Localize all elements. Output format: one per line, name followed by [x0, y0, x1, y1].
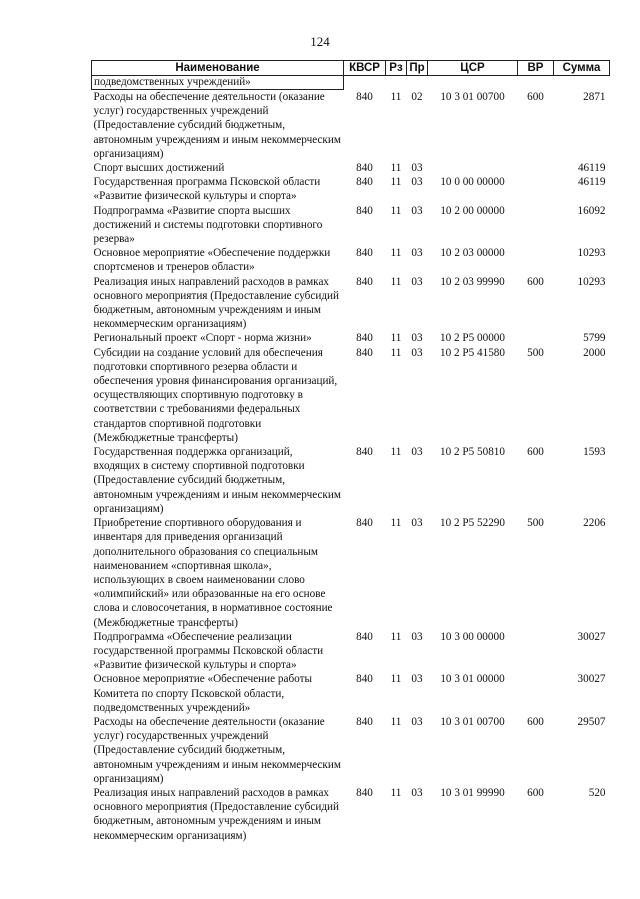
row-pr-cell: 03 — [411, 162, 423, 175]
row-sum-cell: 16092 — [577, 204, 606, 217]
table-row — [92, 331, 610, 345]
row-sum-cell: 10293 — [577, 275, 606, 288]
row-name-cell: Основное мероприятие «Обеспечение работы Комитета по спорту Псковской области, подведомственных учреждений» — [93, 673, 313, 714]
row-csr-cell: 10 2 P5 00000 — [440, 332, 505, 345]
row-pr-cell: 02 — [411, 90, 423, 103]
row-pr-cell: 03 — [411, 715, 423, 728]
table-row — [92, 630, 610, 673]
row-rz-cell: 11 — [390, 332, 402, 345]
row-rz-cell: 11 — [390, 247, 402, 260]
row-name-cell: Основное мероприятие «Обеспечение поддержки спортсменов и тренеров области» — [93, 247, 331, 274]
table-row — [92, 346, 610, 445]
row-kvsr-cell: 840 — [356, 630, 373, 643]
row-kvsr-cell: 840 — [356, 247, 373, 260]
row-rz-cell: 11 — [390, 176, 402, 189]
table-row — [92, 204, 610, 247]
table-row — [92, 516, 610, 630]
header-sum: Сумма — [554, 61, 610, 76]
row-name-cell: Государственная программа Псковской области «Развитие физической культуры и спорта» — [93, 176, 321, 203]
row-vr-cell: 600 — [527, 715, 544, 728]
row-sum-cell: 29507 — [577, 715, 606, 728]
row-pr-cell: 03 — [411, 786, 423, 799]
row-rz-cell: 11 — [390, 630, 402, 643]
row-kvsr-cell: 840 — [356, 275, 373, 288]
row-pr-cell: 03 — [411, 446, 423, 459]
table-row — [92, 76, 610, 90]
row-name-cell: Региональный проект «Спорт - норма жизни» — [93, 332, 312, 345]
table-row — [92, 715, 610, 786]
table-row — [92, 90, 610, 162]
row-csr-cell — [428, 76, 518, 90]
row-pr-cell: 03 — [411, 332, 423, 345]
table-header-row — [92, 61, 610, 76]
row-pr-cell: 03 — [411, 630, 423, 643]
row-kvsr-cell: 840 — [356, 176, 373, 189]
row-vr-cell — [518, 246, 554, 274]
row-vr-cell: 600 — [527, 275, 544, 288]
row-name-cell: Реализация иных направлений расходов в рамках основного мероприятия (Предоставление субсидий бюджетным, автономным учреждениям и иным некоммерческим организациям) — [93, 786, 339, 842]
row-pr-cell — [407, 76, 428, 90]
row-pr-cell: 03 — [411, 275, 423, 288]
row-sum-cell: 30027 — [577, 673, 606, 686]
row-vr-cell — [518, 204, 554, 247]
row-vr-cell: 600 — [527, 90, 544, 103]
table-row — [92, 175, 610, 203]
row-name-cell: подведомственных учреждений» — [92, 76, 344, 90]
row-csr-cell: 10 3 01 00700 — [440, 90, 505, 103]
row-kvsr-cell: 840 — [356, 715, 373, 728]
row-name-cell: Субсидии на создание условий для обеспечения подготовки спортивного резерва области и обеспечения уровня финансирования организаций, осуществляющих спортивную подготовку в соответствии с требованиями федеральных стандартов спортивной подготовки (Межбюджетные трансферты) — [93, 346, 338, 444]
row-kvsr-cell: 840 — [356, 204, 373, 217]
row-pr-cell: 03 — [411, 673, 423, 686]
row-rz-cell: 11 — [390, 446, 402, 459]
table-row — [92, 275, 610, 332]
row-kvsr-cell: 840 — [356, 90, 373, 103]
row-csr-cell: 10 3 00 00000 — [440, 630, 505, 643]
row-rz-cell: 11 — [390, 275, 402, 288]
row-pr-cell: 03 — [411, 517, 423, 530]
row-kvsr-cell: 840 — [356, 446, 373, 459]
row-pr-cell: 03 — [411, 204, 423, 217]
row-vr-cell: 600 — [527, 446, 544, 459]
header-csr: ЦСР — [428, 61, 518, 76]
header-name: Наименование — [92, 61, 344, 76]
row-name-cell: Расходы на обеспечение деятельности (оказание услуг) государственных учреждений (Предоставление субсидий бюджетным, автономным учреждениям и иным некоммерческим организациям) — [93, 715, 341, 785]
row-kvsr-cell: 840 — [356, 346, 373, 359]
row-kvsr-cell — [344, 76, 386, 90]
row-name-cell: Государственная поддержка организаций, входящих в систему спортивной подготовки (Предоставление субсидий бюджетным, автономным учреждениям и иным некоммерческим организациям) — [93, 446, 341, 515]
row-rz-cell: 11 — [390, 162, 402, 175]
row-rz-cell: 11 — [390, 786, 402, 799]
row-vr-cell — [518, 630, 554, 673]
row-sum-cell: 2871 — [583, 90, 606, 103]
row-csr-cell: 10 2 03 99990 — [440, 275, 505, 288]
row-csr-cell: 10 2 P5 50810 — [440, 446, 505, 459]
row-csr-cell: 10 2 P5 52290 — [440, 517, 505, 530]
row-name-cell: Подпрограмма «Развитие спорта высших достижений и системы подготовки спортивного резерва» — [93, 204, 323, 246]
row-rz-cell: 11 — [390, 715, 402, 728]
row-name-cell: Подпрограмма «Обеспечение реализации государственной программы Псковской области «Развитие физической культуры и спорта» — [93, 630, 324, 672]
row-sum-cell — [554, 76, 610, 90]
row-rz-cell: 11 — [390, 204, 402, 217]
row-sum-cell: 2206 — [583, 517, 606, 530]
row-kvsr-cell: 840 — [356, 332, 373, 345]
table-row — [92, 246, 610, 274]
table-row — [92, 161, 610, 175]
row-sum-cell: 10293 — [577, 247, 606, 260]
row-pr-cell: 03 — [411, 346, 423, 359]
row-csr-cell: 10 2 00 00000 — [440, 204, 505, 217]
row-sum-cell: 5799 — [583, 332, 606, 345]
row-name-cell: Спорт высших достижений — [93, 162, 225, 175]
table-body — [92, 76, 610, 843]
row-kvsr-cell: 840 — [356, 673, 373, 686]
row-csr-cell: 10 3 01 00000 — [440, 673, 505, 686]
header-pr: Пр — [407, 61, 428, 76]
row-sum-cell: 30027 — [577, 630, 606, 643]
row-rz-cell — [386, 76, 407, 90]
table-row — [92, 672, 610, 715]
row-sum-cell: 1593 — [583, 446, 606, 459]
row-vr-cell: 500 — [527, 346, 544, 359]
row-vr-cell: 600 — [527, 786, 544, 799]
row-kvsr-cell: 840 — [356, 162, 373, 175]
row-csr-cell: 10 0 00 00000 — [440, 176, 505, 189]
table-row — [92, 786, 610, 843]
page-number: 124 — [310, 34, 330, 49]
row-rz-cell: 11 — [390, 90, 402, 103]
row-pr-cell: 03 — [411, 247, 423, 260]
row-sum-cell: 2000 — [583, 346, 606, 359]
row-sum-cell: 46119 — [577, 176, 606, 189]
row-csr-cell: 10 2 P5 41580 — [440, 346, 505, 359]
row-rz-cell: 11 — [390, 673, 402, 686]
row-vr-cell — [518, 175, 554, 203]
row-kvsr-cell: 840 — [356, 786, 373, 799]
header-vr: ВР — [518, 61, 554, 76]
row-vr-cell — [518, 76, 554, 90]
table-row — [92, 445, 610, 516]
row-name-cell: Приобретение спортивного оборудования и инвентаря для приведения организаций дополнительного образования со специальным наименованием «спортивная школа», использующих в своем наименовании слово «олимпийский» или образованные на его основе слова и словосочетания, в нормативное состояние (Межбюджетные трансферты) — [93, 517, 333, 629]
row-csr-cell: 10 3 01 99990 — [440, 786, 505, 799]
row-vr-cell — [518, 161, 554, 175]
row-rz-cell: 11 — [390, 346, 402, 359]
row-vr-cell — [518, 672, 554, 715]
row-vr-cell: 500 — [527, 517, 544, 530]
row-csr-cell: 10 2 03 00000 — [440, 247, 505, 260]
row-name-cell: Реализация иных направлений расходов в рамках основного мероприятия (Предоставление субсидий бюджетным, автономным учреждениям и иным некоммерческим организациям) — [93, 275, 339, 331]
budget-table — [91, 60, 610, 843]
row-sum-cell: 46119 — [577, 162, 606, 175]
row-csr-cell — [428, 161, 518, 175]
row-vr-cell — [518, 331, 554, 345]
row-pr-cell: 03 — [411, 176, 423, 189]
header-kvsr: КВСР — [344, 61, 386, 76]
row-name-cell: Расходы на обеспечение деятельности (оказание услуг) государственных учреждений (Предоставление субсидий бюджетным, автономным учреждениям и иным некоммерческим организациям) — [93, 91, 341, 160]
row-kvsr-cell: 840 — [356, 517, 373, 530]
row-sum-cell: 520 — [588, 786, 606, 799]
row-csr-cell: 10 3 01 00700 — [440, 715, 505, 728]
header-rz: Рз — [386, 61, 407, 76]
row-rz-cell: 11 — [390, 517, 402, 530]
